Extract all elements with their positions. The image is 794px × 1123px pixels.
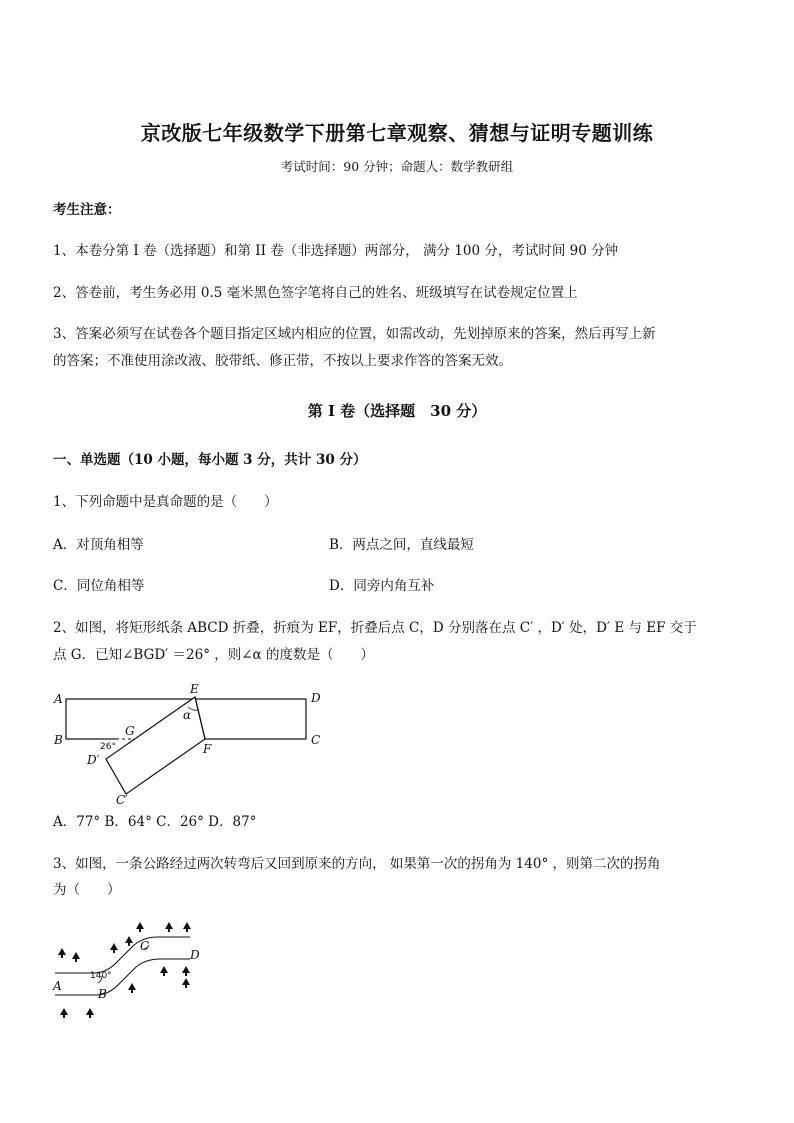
q1-option-d: D．同旁内角互补 xyxy=(329,578,435,594)
section-title: 第 I 卷（选择题 30 分） xyxy=(307,402,487,420)
q1-option-c: C．同位角相等 xyxy=(53,578,145,594)
exam-info: 考试时间：90 分钟；命题人：数学教研组 xyxy=(280,159,514,174)
label-c: C xyxy=(140,939,150,953)
q1-option-a: A．对顶角相等 xyxy=(53,537,144,553)
label-d-prime: D′ xyxy=(87,753,100,767)
road-lines xyxy=(55,937,190,995)
label-b: B xyxy=(54,733,63,747)
tree-icons xyxy=(58,922,191,1018)
q2-stem-line-2: 点 G．已知∠BGD′ ＝26° ，则∠α 的度数是（ ） xyxy=(53,647,374,663)
notice-heading: 考生注意： xyxy=(53,202,121,218)
notice-item-2: 2、答卷前，考生务必用 0.5 毫米黑色签字笔将自己的姓名、班级填写在试卷规定位置上 xyxy=(53,285,578,301)
label-d: D xyxy=(311,691,321,705)
q3-stem-line-2: 为（ ） xyxy=(53,882,121,898)
part-heading: 一、单选题（10 小题，每小题 3 分，共计 30 分） xyxy=(53,452,367,468)
label-g: G xyxy=(125,724,135,738)
q2-stem-line-1: 2、如图，将矩形纸条 ABCD 折叠，折痕为 EF，折叠后点 C，D 分别落在点 C′ ，D′ 处，D′ E 与 EF 交于 xyxy=(53,620,697,636)
label-angle-140: 140° xyxy=(90,971,112,981)
label-c-prime: C′ xyxy=(116,793,128,807)
label-a: A xyxy=(53,979,62,993)
label-f: F xyxy=(203,742,212,756)
q3-figure xyxy=(50,915,210,1025)
label-c: C xyxy=(311,733,321,747)
notice-item-3: 3、答案必须写在试卷各个题目指定区域内相应的位置，如需改动，先划掉原来的答案，然后再写上新 xyxy=(53,326,656,342)
notice-item-3-cont: 的答案；不准使用涂改液、胶带纸、修正带，不按以上要求作答的答案无效。 xyxy=(53,353,512,369)
label-alpha: α xyxy=(183,708,192,722)
label-d: D xyxy=(190,948,200,962)
q3-stem-line-1: 3、如图，一条公路经过两次转弯后又回到原来的方向， 如果第一次的拐角为 140° ，则第二次的拐角 xyxy=(53,856,661,872)
label-b: B xyxy=(98,987,107,1001)
notice-item-1: 1、本卷分第 I 卷（选择题）和第 II 卷（非选择题）两部分， 满分 100 分，考试时间 90 分钟 xyxy=(53,243,619,259)
page-title: 京改版七年级数学下册第七章观察、猜想与证明专题训练 xyxy=(140,121,654,145)
label-e: E xyxy=(190,682,199,696)
q2-options: A．77° B．64° C．26° D．87° xyxy=(53,814,257,830)
label-a: A xyxy=(54,692,63,706)
q2-figure xyxy=(50,680,335,810)
q1-option-b: B．两点之间，直线最短 xyxy=(329,537,474,553)
q1-stem: 1、下列命题中是真命题的是（ ） xyxy=(53,494,278,510)
label-angle-26: 26° xyxy=(100,742,116,752)
